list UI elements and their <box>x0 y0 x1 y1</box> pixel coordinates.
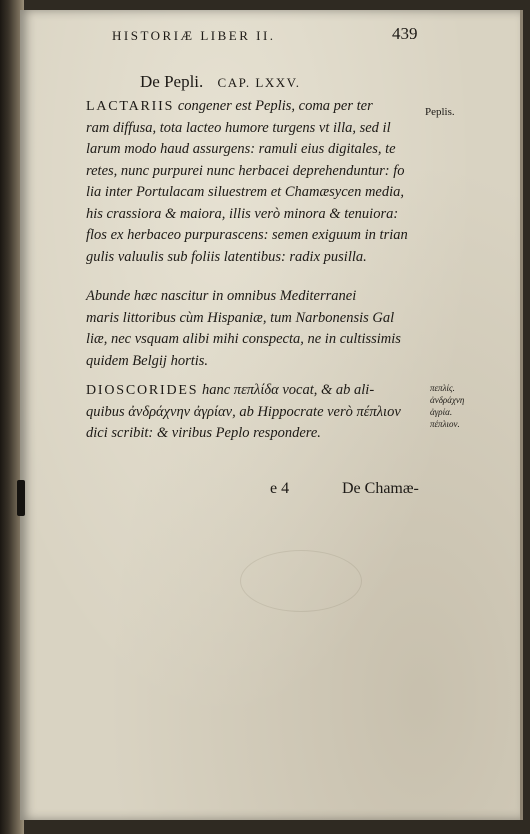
text-line: flos ex herbaceo purpurascens: semen exiguum in trian <box>86 227 408 243</box>
text-line: gulis valuulis sub foliis latentibus: radix pusilla. <box>86 248 367 265</box>
paragraph-2 <box>86 286 401 372</box>
chapter-title: De Pepli. <box>140 72 204 91</box>
margin-note: Peplis. <box>425 106 455 118</box>
text-line: larum modo haud assurgens: ramuli eius digitales, te <box>86 141 396 157</box>
paragraph-1 <box>86 96 408 268</box>
signature-mark: e 4 <box>270 480 290 497</box>
text-line: dici scribit: & viribus Peplo respondere. <box>86 425 321 441</box>
text-line: his crassiora & maiora, illis verò minora & tenuiora: <box>86 205 399 222</box>
text-line: maris littoribus cùm Hispaniæ, tum Narbonensis Gal <box>86 309 395 326</box>
catchword: De Chamæ- <box>342 480 419 497</box>
text-line: lia inter Portulacam siluestrem et Chamæsycen media, <box>86 184 405 200</box>
text-line <box>86 96 408 118</box>
text-line <box>86 380 401 402</box>
running-head: HISTORIÆ LIBER II. <box>112 28 276 43</box>
show-through-stain <box>240 550 362 612</box>
text-line: quidem Belgij hortis. <box>86 352 209 369</box>
text-line: liæ, nec vsquam alibi mihi conspecta, ne in cultissimis <box>86 331 401 347</box>
text-line: quibus ἀνδράχνην ἀγρίαν, ab Hippocrate verò πέπλιον <box>86 403 401 420</box>
line-text: congener est Peplis, coma per ter <box>177 98 373 114</box>
text-line: retes, nunc purpurei nunc herbacei deprehenduntur: fo <box>86 162 405 179</box>
chapter-number: CAP. LXXV. <box>217 75 301 90</box>
greek-term: πεπλίς. <box>430 383 455 393</box>
line-text: hanc πεπλίδα vocat, & ab ali- <box>202 382 375 398</box>
text-line: Abunde hæc nascitur in omnibus Mediterranei <box>86 288 357 304</box>
page-number: 439 <box>392 24 418 43</box>
lead-word: LACTARIIS <box>86 99 175 114</box>
greek-term: ἀγρία. <box>430 407 453 417</box>
chapter-heading <box>140 72 301 92</box>
text-line: ram diffusa, tota lacteo humore turgens vt illa, sed il <box>86 119 391 136</box>
binding-thread <box>17 480 25 516</box>
paragraph-3 <box>86 380 401 445</box>
lead-word: DIOSCORIDES <box>86 383 199 398</box>
greek-term: πέπλιον. <box>430 419 460 429</box>
book-page <box>20 10 523 820</box>
greek-term: ἀνδράχνη <box>430 395 465 405</box>
greek-margin-note <box>430 382 464 430</box>
